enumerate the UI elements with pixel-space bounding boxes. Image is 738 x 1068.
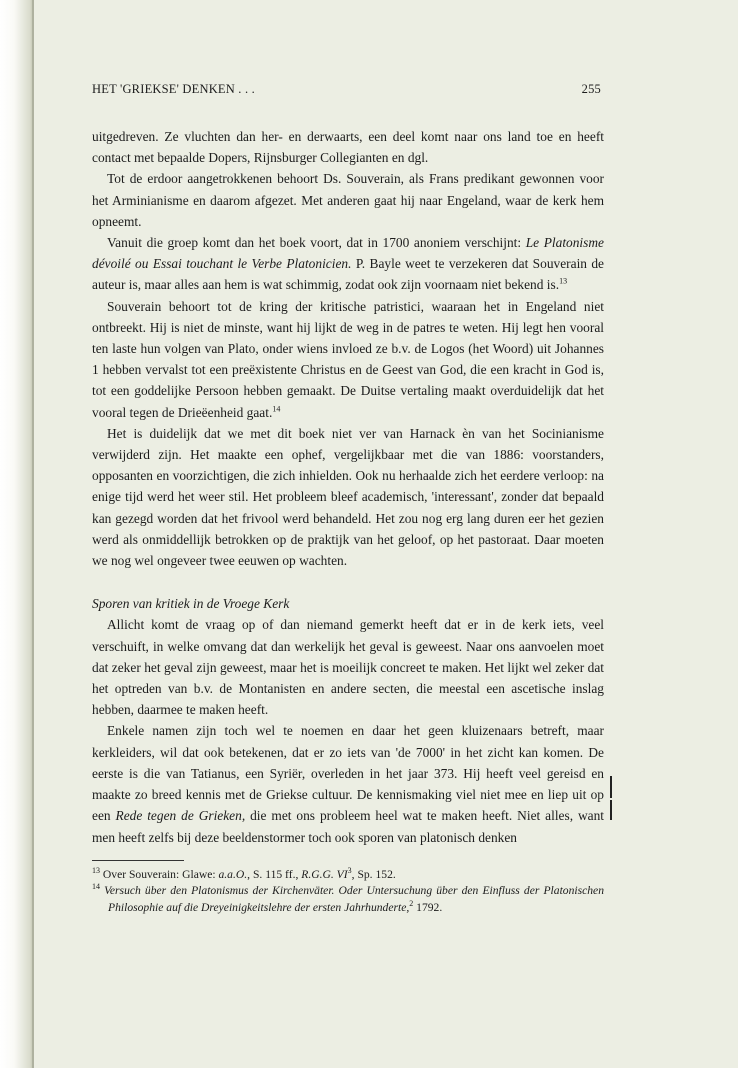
margin-marker: [610, 776, 612, 798]
footnote-13: $^{13}$ Over Souverain: Glawe: a.a.O., S. 115 ff., R.G.G. $VI^3$, Sp. 152.: [92, 865, 396, 881]
page-content: [92, 82, 604, 916]
footnote-rule: [92, 860, 184, 861]
paragraph: Souverain behoort tot de kring der kritische patristici, waaraan het in Engeland niet ontbreekt. Hij is niet de minste, want hij lijkt de weg in de patres te weten. Hij legt hen vooral ten laste hun volgen van Plato, onder wiens invloed ze b.v. de Logos (het Woord) uit Johannes 1 hebben vervalst tot een preëxistente Christus en de Geest van God, die een kracht in God is, tot een goddelijke Persoon hebben gemaakt. De Duitse vertaling maakt overduidelijk dat het vooral tegen de Drieëenheid gaat.$^{14}$: [92, 298, 604, 420]
paragraph: Enkele namen zijn toch wel te noemen en daar het geen kluizenaars betreft, maar kerkleiders, wil dat ook betekenen, dat er zo iets van 'de 7000' in het zicht kan komen. De eerste is die van Tatianus, een Syriër, overleden in het jaar 373. Hij heeft veel gereisd en maakte zo breed kennis met de Griekse cultuur. De kennismaking viel niet mee en liep uit op een Rede tegen de Grieken, die met ons probleem heel wat te maken heeft. Niet alles, want men heeft zelfs bij deze beeldenstormer toch ook sporen van platonisch denken: [92, 723, 605, 845]
paragraph: uitgedreven. Ze vluchten dan her- en derwaarts, een deel komt naar ons land toe en heeft contact met bepaalde Dopers, Rijnsburger Collegianten en dgl.: [92, 129, 604, 166]
page-edge-line: [32, 0, 34, 1068]
section-heading: Sporen van kritiek in de Vroege Kerk: [92, 596, 290, 612]
footnote-ref: 13: [559, 276, 568, 286]
scan-left-margin: [0, 0, 32, 1068]
footnote-14: $^{14}$ Versuch über den Platonismus der Kirchenväter. Oder Untersuchung über den Einfluss der Platonischen Philosophie auf die Dreyeinigkeitslehre der ersten Jahrhunderte,$^2$ 1792.: [92, 882, 604, 914]
page-number: 255: [581, 82, 601, 96]
paragraph: Het is duidelijk dat we met dit boek niet ver van Harnack èn van het Socinianisme verwijderd zijn. Het maakte een ophef, vergelijkbaar met die van 1886: voorstanders, opposanten en voorzichtigen, die zich inhielden. Ook nu herhaalde zich het eerdere verloop: na enige tijd werd het weer stil. Het probleem bleef academisch, 'interessant', zonder dat bepaald kan gezegd worden dat het frivool werd behandeld. Het zou nog erg lang duren eer het gezien werd als onmiddellijk betrokken op de praktijk van het geloof, op het pastoraat. Daar moeten we nog wel ongeveer twee eeuwen op wachten.: [92, 425, 604, 569]
paragraph: Allicht komt de vraag op of dan niemand gemerkt heeft dat er in de kerk iets, veel verschuift, in welke omvang dat dan werkelijk het geval is geweest. Naar ons aanvoelen moet dat zeker het geval zijn geweest, maar het is moeilijk concreet te maken. Het lijkt wel zeker dat het optreden van b.v. de Montanisten en andere secten, die meestal een ascetische inslag hebben, daarmee te maken heeft.: [92, 617, 604, 718]
body-text: [92, 126, 604, 848]
margin-marker: [610, 800, 612, 820]
paragraph: Tot de erdoor aangetrokkenen behoort Ds. Souverain, als Frans predikant gewonnen voor het Arminianisme en daarom afgezet. Met anderen gaat hij naar Engeland, waar de kerk hem opneemt.: [92, 171, 604, 229]
book-title: Rede tegen de Grieken,: [115, 808, 246, 824]
running-title: HET 'GRIEKSE' DENKEN . . .: [92, 82, 255, 96]
book-title: Le Platonisme dévoilé ou Essai touchant le Verbe Platonicien.: [92, 235, 604, 272]
footnote-ref: 14: [272, 404, 281, 414]
running-header: [92, 82, 604, 104]
paragraph: Vanuit die groep komt dan het boek voort, dat in 1700 anoniem verschijnt: Le Platonisme dévoilé ou Essai touchant le Verbe Platonicien. P. Bayle weet te verzekeren dat Souverain de auteur is, maar alles aan hem is wat schimmig, zodat ook zijn voornaam niet bekend is.$^{13}$: [92, 235, 605, 293]
footnotes: [92, 867, 604, 917]
